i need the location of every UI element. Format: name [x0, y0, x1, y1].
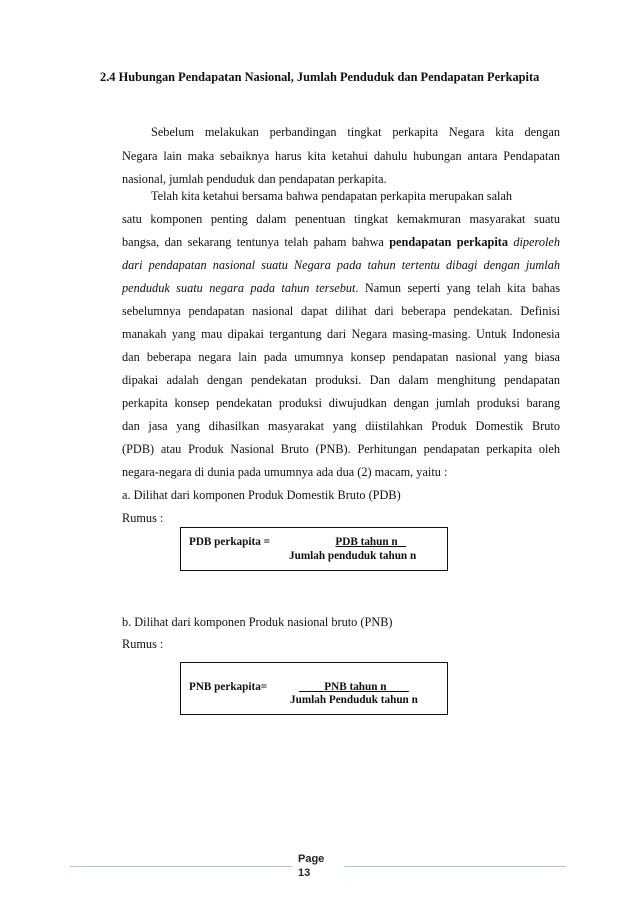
footer-rule-right [344, 866, 566, 867]
text-line: manakah yang mau dipakai tergantung dari Negara masing-masing. Untuk Indonesia [122, 327, 560, 341]
footer-rule-left [70, 866, 292, 867]
formula-box-pdb [180, 527, 448, 571]
page-label: Page [298, 853, 325, 865]
rumus-label: Rumus : [122, 637, 164, 651]
text-line: Negara lain maka sebaiknya harus kita ketahui dahulu hubungan antara Pendapatan [122, 149, 560, 163]
text-line: nasional, jumlah penduduk dan pendapatan perkapita. [122, 172, 387, 186]
text-line: (PDB) atau Produk Nasional Bruto (PNB). Perhitungan pendapatan perkapita oleh [122, 442, 560, 456]
italic-text: diperoleh [513, 235, 560, 249]
text-line: dan beberapa negara lain pada umumnya konsep pendapatan nasional yang biasa [122, 350, 560, 364]
text-line [122, 234, 560, 250]
section-heading: 2.4 Hubungan Pendapatan Nasional, Jumlah Penduduk dan Pendapatan Perkapita [100, 70, 540, 84]
italic-text: dari pendapatan nasional suatu Negara pada tahun tertentu dibagi dengan jumlah [122, 258, 560, 272]
formula-denominator: Jumlah penduduk tahun n [289, 550, 417, 562]
text-line: dan jasa yang dihasilkan masyarakat yang diistilahkan Produk Domestik Bruto [122, 419, 560, 433]
text-line: sebelumnya pendapatan nasional dapat dilihat dari beberapa pendekatan. Definisi [122, 304, 560, 318]
page-number [298, 852, 324, 880]
text-line [122, 280, 560, 296]
text-line: Telah kita ketahui bersama bahwa pendapatan perkapita merupakan salah [151, 189, 513, 203]
formula-numerator: PNB tahun n [324, 681, 387, 693]
formula-box-pnb [180, 662, 448, 715]
text-line: Sebelum melakukan perbandingan tingkat perkapita Negara kita dengan [151, 125, 560, 139]
bold-term: pendapatan perkapita [389, 235, 508, 249]
formula-denominator: Jumlah Penduduk tahun n [290, 694, 418, 706]
list-item-a: a. Dilihat dari komponen Produk Domestik Bruto (PDB) [122, 488, 401, 502]
text-line [122, 257, 560, 273]
page-number-value: 13 [298, 867, 311, 879]
formula-lhs: PDB perkapita = [189, 536, 270, 548]
rumus-label: Rumus : [122, 511, 164, 525]
text-segment: bangsa, dan sekarang tentunya telah paham bahwa [122, 235, 390, 249]
text-line: negara-negara di dunia pada umumnya ada dua (2) macam, yaitu : [122, 465, 448, 479]
text-segment: . Namun seperti yang telah kita bahas [355, 281, 560, 295]
italic-text: penduduk suatu negara pada tahun tersebut [122, 281, 356, 295]
formula-numerator: PDB tahun n [335, 536, 398, 548]
list-item-b: b. Dilihat dari komponen Produk nasional bruto (PNB) [122, 615, 393, 629]
text-line: satu komponen penting dalam penentuan tingkat kemakmuran masyarakat suatu [122, 212, 560, 226]
text-line: perkapita konsep pendekatan produksi diwujudkan dengan jumlah produksi barang [122, 396, 560, 410]
text-line: dipakai adalah dengan pendekatan produksi. Dan dalam menghitung pendapatan [122, 373, 560, 387]
formula-lhs: PNB perkapita= [189, 681, 268, 693]
